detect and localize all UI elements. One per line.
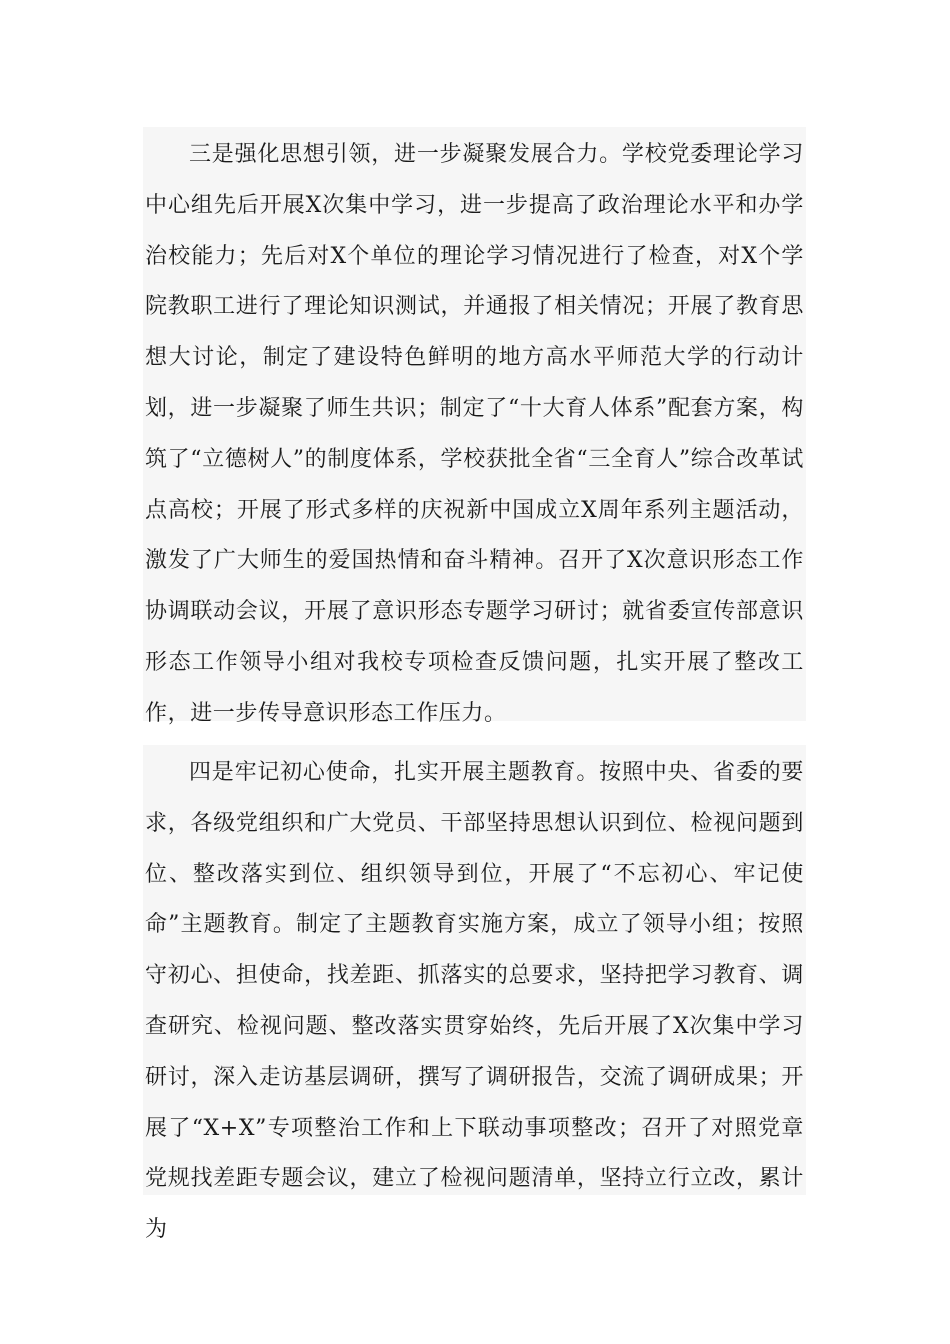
paragraph-section-four: 四是牢记初心使命，扎实开展主题教育。按照中央、省委的要求，各级党组织和广大党员、干部坚持思想认识到位、检视问题到位、整改落实到位、组织领导到位，开展了“不忘初心、牢记使命”主题教育。制定了主题教育实施方案，成立了领导小组；按照守初心、担使命，找差距、抓落实的总要求，坚持把学习教育、调查研究、检视问题、整改落实贯穿始终，先后开展了X次集中学习研讨，深入走访基层调研，撰写了调研报告，交流了调研成果；开展了“X+X”专项整治工作和上下联动事项整改；召开了对照党章党规找差距专题会议，建立了检视问题清单，坚持立行立改，累计为: [145, 760, 804, 1243]
paragraph-section-three: 三是强化思想引领，进一步凝聚发展合力。学校党委理论学习中心组先后开展X次集中学习，进一步提高了政治理论水平和办学治校能力；先后对X个单位的理论学习情况进行了检查，对X个学院教职工进行了理论知识测试，并通报了相关情况；开展了教育思想大讨论，制定了建设特色鲜明的地方高水平师范大学的行动计划，进一步凝聚了师生共识；制定了“十大育人体系”配套方案，构筑了“立德树人”的制度体系，学校获批全省“三全育人”综合改革试点高校；开展了形式多样的庆祝新中国成立X周年系列主题活动，激发了广大师生的爱国热情和奋斗精神。召开了X次意识形态工作协调联动会议，开展了意识形态专题学习研讨；就省委宣传部意识形态工作领导小组对我校专项检查反馈问题，扎实开展了整改工作，进一步传导意识形态工作压力。: [145, 142, 804, 726]
text-block-section-three: [143, 127, 806, 726]
text-block-section-four: [143, 745, 806, 1243]
